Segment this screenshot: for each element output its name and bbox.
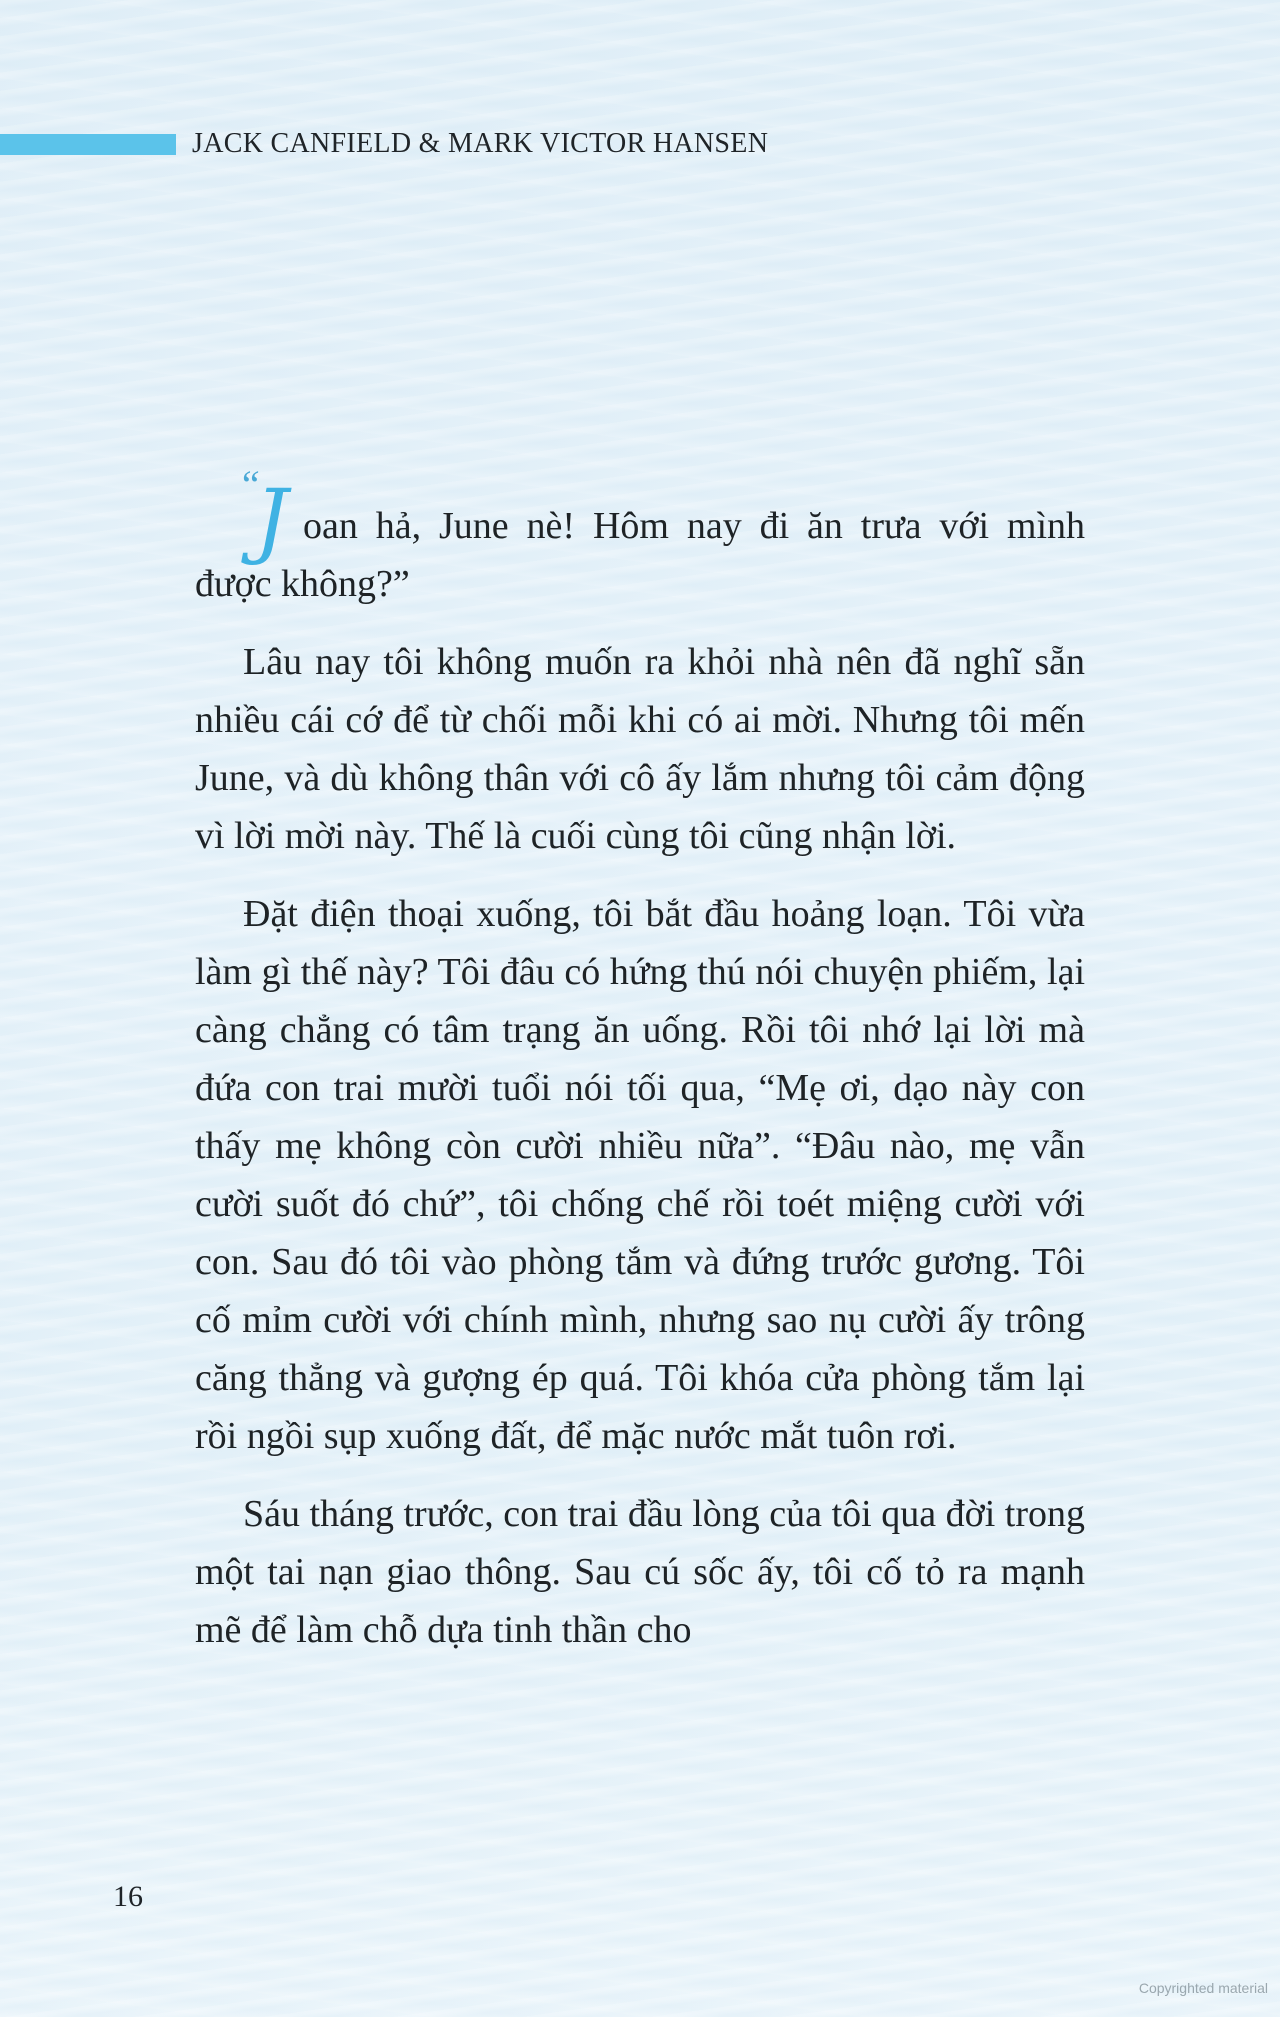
paragraph-2: Lâu nay tôi không muốn ra khỏi nhà nên đã nghĩ sẵn nhiều cái cớ để từ chối mỗi khi có ai mời. Nhưng tôi mến June, và dù không thân với cô ấy lắm nhưng tôi cảm động vì lời mời này. Thế là cuối cùng tôi cũng nhận lời.	[195, 641, 1085, 857]
paragraph-1	[195, 462, 1085, 613]
copyright-watermark: Copyrighted material	[1138, 1980, 1268, 1996]
body-text	[195, 462, 1085, 1679]
paragraph-4: Sáu tháng trước, con trai đầu lòng của tôi qua đời trong một tai nạn giao thông. Sau cú sốc ấy, tôi cố tỏ ra mạnh mẽ để làm chỗ dựa tinh thần cho	[195, 1493, 1085, 1651]
drop-cap: J	[255, 473, 288, 568]
opening-quote: “	[238, 462, 261, 507]
paragraph-3: Đặt điện thoại xuống, tôi bắt đầu hoảng loạn. Tôi vừa làm gì thế này? Tôi đâu có hứng thú nói chuyện phiếm, lại càng chẳng có tâm trạng ăn uống. Rồi tôi nhớ lại lời mà đứa con trai mười tuổi nói tối qua, “Mẹ ơi, dạo này con thấy mẹ không còn cười nhiều nữa”. “Đâu nào, mẹ vẫn cười suốt đó chứ”, tôi chống chế rồi toét miệng cười với con. Sau đó tôi vào phòng tắm và đứng trước gương. Tôi cố mỉm cười với chính mình, nhưng sao nụ cười ấy trông căng thẳng và gượng ép quá. Tôi khóa cửa phòng tắm lại rồi ngồi sụp xuống đất, để mặc nước mắt tuôn rơi.	[195, 893, 1085, 1457]
page-number: 16	[113, 1880, 143, 1913]
header-accent-bar	[0, 134, 176, 155]
drop-cap-group	[195, 462, 303, 568]
paragraph-1-text: oan hả, June nè! Hôm nay đi ăn trưa với mình được không?”	[195, 505, 1085, 605]
running-head: JACK CANFIELD & MARK VICTOR HANSEN	[192, 128, 769, 159]
